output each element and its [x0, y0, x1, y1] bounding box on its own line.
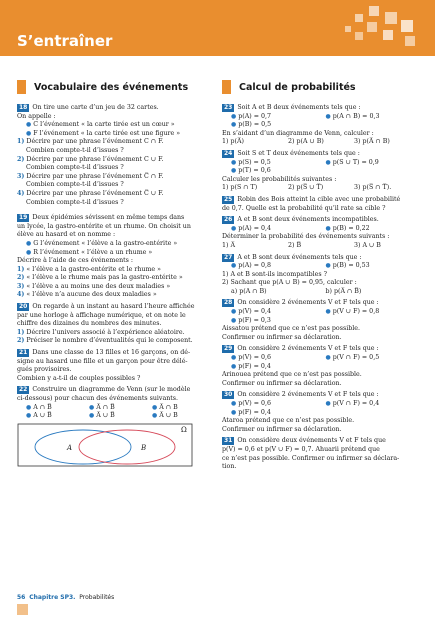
exercise-26: 26 A et B sont deux événements incompatibles. ● p(A) = 0,4 ● p(B) = 0,22 Déterminer la probabilité des événements suivants : 1) A̅ 2) B̅ 3) A ∪ B	[222, 216, 390, 249]
left-column	[17, 80, 215, 470]
section-header-probabilities	[222, 80, 420, 94]
exercise-29: 29 On considère 2 événements V et F tels que : ● p(V) = 0,6 ● p(V ∩ F) = 0,5 ● p(F) = 0,4 Arinouea prétend que ce n’est pas possible. Confirmer ou infirmer sa déclaration.	[222, 345, 380, 387]
exercise-30: 30 On considère 2 événements V et F tels que : ● p(V) = 0,6 ● p(V ∩ F) = 0,4 ● p(F) = 0,4 Ataroa prétend que ce n’est pas possible. Confirmer ou infirmer sa déclaration.	[222, 391, 380, 433]
header-band	[0, 0, 435, 56]
exercise-19: 19 Deux épidémies sévissent en même temps dans un lycée, la gastro-entérite et un rhume. On choisit un élève au hasard et on nomme : ● G l’événement « l’élève a la gastro-entérite » ● R l’événement « l’élève a un rhume » Décrire à l’aide de ces événements : 1) « l’élève a la gastro-entérite et le rhume » 2) « l’élève a le rhume mais pas la gastro-entérite » 3) « l’élève a au moins une des deux maladies » 4) « l’élève n’a aucune des deux maladies »	[17, 214, 215, 300]
exercise-24: 24 Soit S et T deux événements tels que : ● p(S) = 0,5 ● p(S ∪ T) = 0,9 ● p(T) = 0,6 Calculer les probabilités suivantes : 1) p(S ∩ T) 2) p(S̅ ∪ T̅) 3) p(S̅ ∩ T̅).	[222, 149, 392, 192]
exercise-number: 20	[19, 303, 28, 311]
exercise-22: 22 Construire un diagramme de Venn (sur le modèle ci-dessous) pour chacun des événements suivants. ● A ∩ B̅ ● A̅ ∩ B̅ ● A̅ ∩ B ● A ∪ B̅ ● A̅ ∪ B̅ ● A̅ ∪ B A B Ω	[17, 386, 215, 466]
page-footer	[17, 594, 114, 601]
page-number: 56	[17, 594, 26, 601]
exercise-21: 21 Dans une classe de 13 filles et 16 garçons, on dé- signe au hasard une fille et un garçon pour être délé- gués provisoires. Combien y a-t-il de couples possibles ?	[17, 349, 191, 382]
footer-tab	[17, 604, 28, 615]
right-column	[222, 80, 420, 475]
section-header-vocabulary	[17, 80, 215, 94]
venn-svg	[17, 423, 193, 467]
decorative-squares	[345, 6, 423, 52]
set-b-ellipse	[79, 430, 175, 464]
exercise-number: 22	[19, 386, 28, 394]
exercise-number: 18	[19, 104, 28, 111]
exercise-number: 21	[19, 349, 28, 357]
exercise-25: 25 Robin des Bois atteint la cible avec une probabilité de 0,7. Quelle est la probabilité qu’il rate sa cible ?	[222, 195, 401, 212]
section-bar	[222, 80, 231, 94]
section-bar	[17, 80, 26, 94]
set-a-ellipse	[35, 430, 131, 464]
exercise-28: 28 On considère 2 événements V et F tels que : ● p(V) = 0,4 ● p(V ∪ F) = 0,8 ● p(F) = 0,3 Aissatou prétend que ce n’est pas possible. Confirmer ou infirmer sa déclaration.	[222, 299, 380, 341]
list-item: ● F l’événement « la carte tirée est une figure »	[26, 129, 181, 137]
venn-diagram	[17, 423, 193, 467]
exercise-18: 18 On tire une carte d’un jeu de 32 cartes. On appelle : ● C l’événement « la carte tirée est un cœur » ● F l’événement « la carte tirée est une figure » 1) Décrire par une phrase l’événement C ∩ F. Combien compte-t-il d’issues ? 2) Décrire par une phrase l’événement C ∪ F. Combien compte-t-il d’issues ? 3) Décrire par une phrase l’événement C̅ ∩ F. Combien compte-t-il d’issues ? 4) Décrire par une phrase l’événement C̅ ∪ F. Combien compte-t-il d’issues ?	[17, 104, 215, 207]
list-item: ● G l’événement « l’élève a la gastro-entérite »	[26, 239, 178, 247]
exercise-31: 31 On considère deux événements V et F tels que p(V) = 0,6 et p(V ∪ F) = 0,7. Ahuarii prétend que ce n’est pas possible. Confirmer ou infirmer sa déclara- tion.	[222, 437, 400, 471]
section-title: Vocabulaire des événements	[34, 81, 189, 93]
chapter-label: Chapitre SP3.	[29, 594, 76, 601]
set-a-label: A	[67, 443, 73, 452]
list-item: ● C l’événement « la carte tirée est un cœur »	[26, 121, 175, 129]
page-title: S’entraîner	[17, 32, 113, 50]
exercise-number: 19	[19, 214, 28, 222]
universe-rect	[18, 424, 192, 466]
exercise-27: 27 A et B sont deux événements tels que : ● p(A) = 0,8 ● p(B) = 0,53 1) A et B sont-ils incompatibles ? 2) Sachant que p(A ∪ B) = 0,95, calculer : a) p(A ∩ B) b) p(A̅ ∩ B̅)	[222, 253, 370, 295]
exercise-23: 23 Soit A et B deux événements tels que : ● p(A) = 0,7 ● p(A ∩ B) = 0,3 ● p(B) = 0,5 En s’aidant d’un diagramme de Venn, calculer : 1) p(A̅) 2) p(A ∪ B) 3) p(A̅ ∩ B)	[222, 104, 390, 146]
list-item: ● R l’événement « l’élève a un rhume »	[26, 248, 153, 256]
omega-label: Ω	[181, 425, 187, 434]
set-b-label: B	[141, 443, 147, 452]
exercise-20: 20 On regarde à un instant au hasard l’heure affichée par une horloge à affichage numérique, et on note le chiffre des dizaines du nombres des minutes. 1) Décrire l’univers associé à l’expérience aléatoire. 2) Préciser le nombre d’éventualités qui le composent.	[17, 303, 195, 345]
chapter-topic: Probabilités	[79, 594, 115, 601]
section-title: Calcul de probabilités	[239, 81, 356, 93]
